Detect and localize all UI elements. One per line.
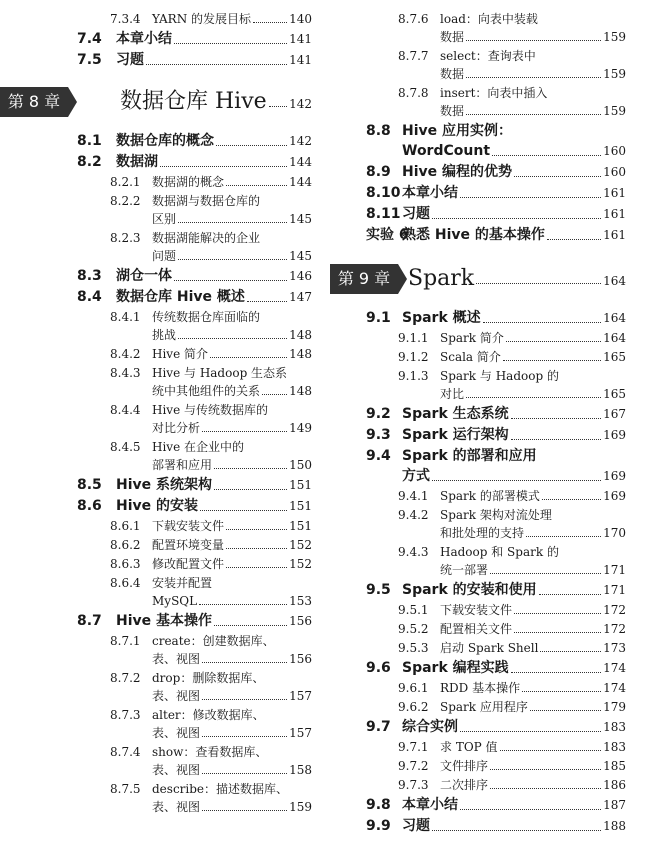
subsection-number: 8.4.3 bbox=[110, 366, 141, 380]
subsection-number: 8.4.2 bbox=[110, 347, 141, 361]
section-title: 本章小结 bbox=[402, 797, 458, 813]
subsection-title: 问题 bbox=[152, 249, 177, 263]
dot-leader bbox=[490, 573, 601, 574]
subsection-title: RDD 基本操作 bbox=[440, 681, 521, 695]
section-title: 习题 bbox=[402, 818, 430, 834]
subsection-number: 9.6.1 bbox=[398, 681, 429, 695]
section-title: 湖仓一体 bbox=[116, 268, 172, 284]
dot-leader bbox=[511, 672, 601, 673]
section-number: 9.2 bbox=[366, 406, 391, 422]
chapter-number-badge: 第 8 章 bbox=[0, 87, 68, 117]
subsection-title: Spark 与 Hadoop 的 bbox=[440, 369, 559, 383]
section-title: Hive 应用实例： bbox=[402, 123, 513, 139]
subsection-title: Hive 与传统数据库的 bbox=[152, 403, 268, 417]
page-number: 165 bbox=[603, 350, 626, 364]
subsection-number: 8.7.8 bbox=[398, 86, 429, 100]
page-number: 148 bbox=[289, 347, 312, 361]
dot-leader bbox=[530, 710, 601, 711]
subsection-title: Hive 简介 bbox=[152, 347, 208, 361]
subsection-title: Spark 的部署模式 bbox=[440, 489, 540, 503]
dot-leader bbox=[174, 280, 287, 281]
subsection-number: 9.7.1 bbox=[398, 740, 429, 754]
dot-leader bbox=[202, 662, 287, 663]
page-number: 147 bbox=[289, 290, 312, 304]
page-number: 161 bbox=[603, 228, 626, 242]
section-title: Spark 生态系统 bbox=[402, 406, 509, 422]
subsection-title: 安装并配置 bbox=[152, 576, 213, 590]
section-title: 综合实例 bbox=[402, 719, 458, 735]
subsection-number: 9.7.3 bbox=[398, 778, 429, 792]
dot-leader bbox=[466, 77, 601, 78]
subsection-title: 统一部署 bbox=[440, 563, 489, 577]
page-number: 159 bbox=[603, 104, 626, 118]
page-number: 164 bbox=[603, 331, 626, 345]
subsection-number: 7.3.4 bbox=[110, 12, 141, 26]
page-number: 144 bbox=[289, 175, 312, 189]
subsection-title: 数据 bbox=[440, 30, 465, 44]
dot-leader bbox=[214, 489, 287, 490]
section-number: 8.5 bbox=[77, 477, 102, 493]
dot-leader bbox=[200, 510, 287, 511]
page-number: 179 bbox=[603, 700, 626, 714]
subsection-title: 下载安装文件 bbox=[152, 519, 225, 533]
page-number: 169 bbox=[603, 428, 626, 442]
page-number: 160 bbox=[603, 144, 626, 158]
section-number: 8.9 bbox=[366, 164, 391, 180]
page-number: 183 bbox=[603, 720, 626, 734]
subsection-title: 表、视图 bbox=[152, 689, 201, 703]
dot-leader bbox=[511, 418, 601, 419]
dot-leader bbox=[253, 22, 287, 23]
subsection-title: 配置相关文件 bbox=[440, 622, 513, 636]
page-number: 172 bbox=[603, 603, 626, 617]
subsection-title: 数据湖与数据仓库的 bbox=[152, 194, 261, 208]
dot-leader bbox=[269, 106, 287, 107]
subsection-title: Spark 简介 bbox=[440, 331, 504, 345]
dot-leader bbox=[483, 322, 601, 323]
dot-leader bbox=[460, 197, 601, 198]
dot-leader bbox=[514, 176, 601, 177]
subsection-title: Spark 应用程序 bbox=[440, 700, 528, 714]
page-number: 148 bbox=[289, 384, 312, 398]
subsection-number: 9.5.2 bbox=[398, 622, 429, 636]
subsection-title: insert：向表中插入 bbox=[440, 86, 548, 100]
section-number: 8.8 bbox=[366, 123, 391, 139]
dot-leader bbox=[514, 613, 601, 614]
page-number: 174 bbox=[603, 681, 626, 695]
dot-leader bbox=[216, 145, 287, 146]
subsection-title: 挑战 bbox=[152, 328, 177, 342]
page-number: 160 bbox=[603, 165, 626, 179]
subsection-title: MySQL bbox=[152, 594, 198, 608]
page-number: 161 bbox=[603, 186, 626, 200]
subsection-number: 8.2.1 bbox=[110, 175, 141, 189]
subsection-title: Spark 架构对流处理 bbox=[440, 508, 552, 522]
section-title: 数据湖 bbox=[116, 154, 158, 170]
subsection-title: create：创建数据库、 bbox=[152, 634, 275, 648]
section-number: 9.9 bbox=[366, 818, 391, 834]
subsection-number: 9.4.2 bbox=[398, 508, 429, 522]
subsection-title: 文件排序 bbox=[440, 759, 489, 773]
page-number: 173 bbox=[603, 641, 626, 655]
page-number: 167 bbox=[603, 407, 626, 421]
subsection-number: 9.7.2 bbox=[398, 759, 429, 773]
dot-leader bbox=[178, 338, 287, 339]
subsection-number: 8.7.6 bbox=[398, 12, 429, 26]
dot-leader bbox=[202, 773, 287, 774]
subsection-title: drop：删除数据库、 bbox=[152, 671, 265, 685]
chapter-title: Spark bbox=[408, 266, 475, 291]
subsection-title: 数据 bbox=[440, 104, 465, 118]
page-number: 157 bbox=[289, 689, 312, 703]
dot-leader bbox=[460, 809, 601, 810]
chapter-title: 数据仓库 Hive bbox=[120, 89, 267, 114]
section-title: 方式 bbox=[402, 468, 430, 484]
subsection-number: 8.7.4 bbox=[110, 745, 141, 759]
dot-leader bbox=[432, 218, 601, 219]
dot-leader bbox=[432, 830, 601, 831]
page-number: 158 bbox=[289, 763, 312, 777]
subsection-title: 对比分析 bbox=[152, 421, 201, 435]
subsection-number: 9.1.1 bbox=[398, 331, 429, 345]
dot-leader bbox=[202, 810, 287, 811]
subsection-title: select：查询表中 bbox=[440, 49, 536, 63]
page-number: 145 bbox=[289, 249, 312, 263]
dot-leader bbox=[202, 699, 287, 700]
section-number: 8.11 bbox=[366, 206, 401, 222]
page-number: 159 bbox=[603, 67, 626, 81]
section-title: Spark 运行架构 bbox=[402, 427, 509, 443]
section-number: 8.7 bbox=[77, 613, 102, 629]
subsection-number: 8.6.2 bbox=[110, 538, 141, 552]
subsection-title: 数据 bbox=[440, 67, 465, 81]
subsection-number: 8.7.2 bbox=[110, 671, 141, 685]
page-number: 141 bbox=[289, 53, 312, 67]
subsection-title: 修改配置文件 bbox=[152, 557, 225, 571]
page-number: 151 bbox=[289, 499, 312, 513]
dot-leader bbox=[146, 64, 287, 65]
page-number: 171 bbox=[603, 583, 626, 597]
page-number: 183 bbox=[603, 740, 626, 754]
section-number: 8.6 bbox=[77, 498, 102, 514]
dot-leader bbox=[476, 283, 601, 284]
subsection-title: 求 TOP 值 bbox=[440, 740, 498, 754]
subsection-title: 下载安装文件 bbox=[440, 603, 513, 617]
page-number: 141 bbox=[289, 32, 312, 46]
section-number: 8.10 bbox=[366, 185, 401, 201]
section-number: 9.3 bbox=[366, 427, 391, 443]
dot-leader bbox=[542, 499, 601, 500]
section-number: 7.5 bbox=[77, 52, 102, 68]
subsection-number: 9.1.2 bbox=[398, 350, 429, 364]
subsection-title: 数据湖的概念 bbox=[152, 175, 225, 189]
page-number: 186 bbox=[603, 778, 626, 792]
subsection-number: 8.4.5 bbox=[110, 440, 141, 454]
subsection-title: 二次排序 bbox=[440, 778, 489, 792]
dot-leader bbox=[540, 651, 601, 652]
dot-leader bbox=[511, 439, 601, 440]
dot-leader bbox=[500, 750, 602, 751]
page-number: 157 bbox=[289, 726, 312, 740]
page-number: 156 bbox=[289, 614, 312, 628]
subsection-title: Scala 简介 bbox=[440, 350, 501, 364]
page-number: 144 bbox=[289, 155, 312, 169]
page-number: 152 bbox=[289, 557, 312, 571]
subsection-title: Hive 在企业中的 bbox=[152, 440, 244, 454]
page-number: 187 bbox=[603, 798, 626, 812]
dot-leader bbox=[178, 259, 287, 260]
section-number: 8.1 bbox=[77, 133, 102, 149]
section-title: 习题 bbox=[402, 206, 430, 222]
section-title: 数据仓库的概念 bbox=[116, 133, 214, 149]
subsection-title: 配置环境变量 bbox=[152, 538, 225, 552]
dot-leader bbox=[547, 239, 601, 240]
page-number: 159 bbox=[603, 30, 626, 44]
page-number: 169 bbox=[603, 489, 626, 503]
page-number: 153 bbox=[289, 594, 312, 608]
section-title: Spark 概述 bbox=[402, 310, 481, 326]
subsection-title: 启动 Spark Shell bbox=[440, 641, 539, 655]
dot-leader bbox=[199, 604, 287, 605]
subsection-number: 8.4.4 bbox=[110, 403, 141, 417]
subsection-title: show：查看数据库、 bbox=[152, 745, 268, 759]
dot-leader bbox=[466, 397, 601, 398]
page-number: 152 bbox=[289, 538, 312, 552]
subsection-title: 传统数据仓库面临的 bbox=[152, 310, 261, 324]
dot-leader bbox=[226, 548, 287, 549]
section-title: Spark 的部署和应用 bbox=[402, 448, 537, 464]
section-title: WordCount bbox=[402, 143, 491, 159]
section-title: Hive 系统架构 bbox=[116, 477, 213, 493]
subsection-title: YARN 的发展目标 bbox=[152, 12, 252, 26]
subsection-number: 8.7.1 bbox=[110, 634, 141, 648]
dot-leader bbox=[210, 357, 287, 358]
page-number: 172 bbox=[603, 622, 626, 636]
section-title: Hive 的安装 bbox=[116, 498, 199, 514]
page-number: 174 bbox=[603, 661, 626, 675]
subsection-title: 表、视图 bbox=[152, 763, 201, 777]
chapter-number-badge: 第 9 章 bbox=[330, 264, 398, 294]
dot-leader bbox=[226, 529, 287, 530]
subsection-number: 8.2.3 bbox=[110, 231, 141, 245]
page-number: 159 bbox=[289, 800, 312, 814]
subsection-number: 8.6.1 bbox=[110, 519, 141, 533]
dot-leader bbox=[522, 691, 601, 692]
subsection-number: 9.5.3 bbox=[398, 641, 429, 655]
page-number: 171 bbox=[603, 563, 626, 577]
subsection-title: 统中其他组件的关系 bbox=[152, 384, 261, 398]
page-number: 149 bbox=[289, 421, 312, 435]
page-number: 188 bbox=[603, 819, 626, 833]
dot-leader bbox=[506, 341, 601, 342]
page-number: 150 bbox=[289, 458, 312, 472]
dot-leader bbox=[466, 40, 601, 41]
subsection-number: 9.6.2 bbox=[398, 700, 429, 714]
section-title: Hive 编程的优势 bbox=[402, 164, 513, 180]
subsection-number: 9.1.3 bbox=[398, 369, 429, 383]
dot-leader bbox=[490, 769, 601, 770]
subsection-title: 表、视图 bbox=[152, 652, 201, 666]
dot-leader bbox=[460, 731, 601, 732]
dot-leader bbox=[432, 480, 601, 481]
section-title: 本章小结 bbox=[402, 185, 458, 201]
chapter-heading[interactable] bbox=[330, 260, 656, 300]
subsection-title: Hadoop 和 Spark 的 bbox=[440, 545, 559, 559]
subsection-number: 8.6.3 bbox=[110, 557, 141, 571]
subsection-title: 数据湖能解决的企业 bbox=[152, 231, 261, 245]
subsection-number: 9.5.1 bbox=[398, 603, 429, 617]
page-number: 151 bbox=[289, 519, 312, 533]
page-number: 164 bbox=[603, 274, 626, 288]
section-title: Spark 编程实践 bbox=[402, 660, 509, 676]
section-number: 8.4 bbox=[77, 289, 102, 305]
subsection-number: 8.2.2 bbox=[110, 194, 141, 208]
subsection-number: 8.7.5 bbox=[110, 782, 141, 796]
dot-leader bbox=[247, 301, 287, 302]
section-title: Spark 的安装和使用 bbox=[402, 582, 537, 598]
subsection-number: 9.4.1 bbox=[398, 489, 429, 503]
section-number: 9.4 bbox=[366, 448, 391, 464]
section-number: 8.3 bbox=[77, 268, 102, 284]
section-title: 数据仓库 Hive 概述 bbox=[116, 289, 245, 305]
subsection-title: 对比 bbox=[440, 387, 465, 401]
subsection-title: 和批处理的支持 bbox=[440, 526, 525, 540]
dot-leader bbox=[174, 43, 287, 44]
dot-leader bbox=[492, 155, 601, 156]
page-number: 142 bbox=[289, 97, 312, 111]
subsection-title: 部署和应用 bbox=[152, 458, 213, 472]
page-number: 165 bbox=[603, 387, 626, 401]
dot-leader bbox=[178, 222, 287, 223]
dot-leader bbox=[214, 625, 287, 626]
section-number: 9.6 bbox=[366, 660, 391, 676]
dot-leader bbox=[490, 788, 601, 789]
dot-leader bbox=[262, 394, 287, 395]
subsection-number: 8.7.7 bbox=[398, 49, 429, 63]
section-title: Hive 基本操作 bbox=[116, 613, 213, 629]
subsection-number: 8.4.1 bbox=[110, 310, 141, 324]
section-number: 8.2 bbox=[77, 154, 102, 170]
dot-leader bbox=[466, 114, 601, 115]
dot-leader bbox=[226, 185, 287, 186]
page-number: 148 bbox=[289, 328, 312, 342]
section-number: 9.1 bbox=[366, 310, 391, 326]
section-title: 习题 bbox=[116, 52, 144, 68]
dot-leader bbox=[214, 468, 287, 469]
subsection-title: describe：描述数据库、 bbox=[152, 782, 289, 796]
subsection-number: 8.7.3 bbox=[110, 708, 141, 722]
page-number: 185 bbox=[603, 759, 626, 773]
page-number: 164 bbox=[603, 311, 626, 325]
dot-leader bbox=[226, 567, 287, 568]
subsection-title: alter：修改数据库、 bbox=[152, 708, 265, 722]
subsection-title: Hive 与 Hadoop 生态系 bbox=[152, 366, 288, 380]
section-number: 9.8 bbox=[366, 797, 391, 813]
dot-leader bbox=[526, 536, 601, 537]
section-number: 9.7 bbox=[366, 719, 391, 735]
section-title: 本章小结 bbox=[116, 31, 172, 47]
page-number: 151 bbox=[289, 478, 312, 492]
subsection-number: 9.4.3 bbox=[398, 545, 429, 559]
section-title: 熟悉 Hive 的基本操作 bbox=[402, 227, 545, 243]
page-number: 161 bbox=[603, 207, 626, 221]
page-number: 142 bbox=[289, 134, 312, 148]
dot-leader bbox=[202, 736, 287, 737]
page-number: 140 bbox=[289, 12, 312, 26]
page-number: 156 bbox=[289, 652, 312, 666]
dot-leader bbox=[160, 166, 287, 167]
dot-leader bbox=[202, 431, 287, 432]
page-number: 146 bbox=[289, 269, 312, 283]
subsection-title: 区别 bbox=[152, 212, 177, 226]
section-number: 9.5 bbox=[366, 582, 391, 598]
subsection-title: 表、视图 bbox=[152, 726, 201, 740]
dot-leader bbox=[503, 360, 601, 361]
subsection-number: 8.6.4 bbox=[110, 576, 141, 590]
page-number: 170 bbox=[603, 526, 626, 540]
chapter-heading[interactable] bbox=[0, 83, 320, 123]
dot-leader bbox=[539, 594, 601, 595]
section-number: 实验 6 bbox=[366, 227, 409, 243]
section-number: 7.4 bbox=[77, 31, 102, 47]
dot-leader bbox=[514, 632, 601, 633]
subsection-title: 表、视图 bbox=[152, 800, 201, 814]
page-number: 169 bbox=[603, 469, 626, 483]
subsection-title: load：向表中装载 bbox=[440, 12, 538, 26]
page-number: 145 bbox=[289, 212, 312, 226]
